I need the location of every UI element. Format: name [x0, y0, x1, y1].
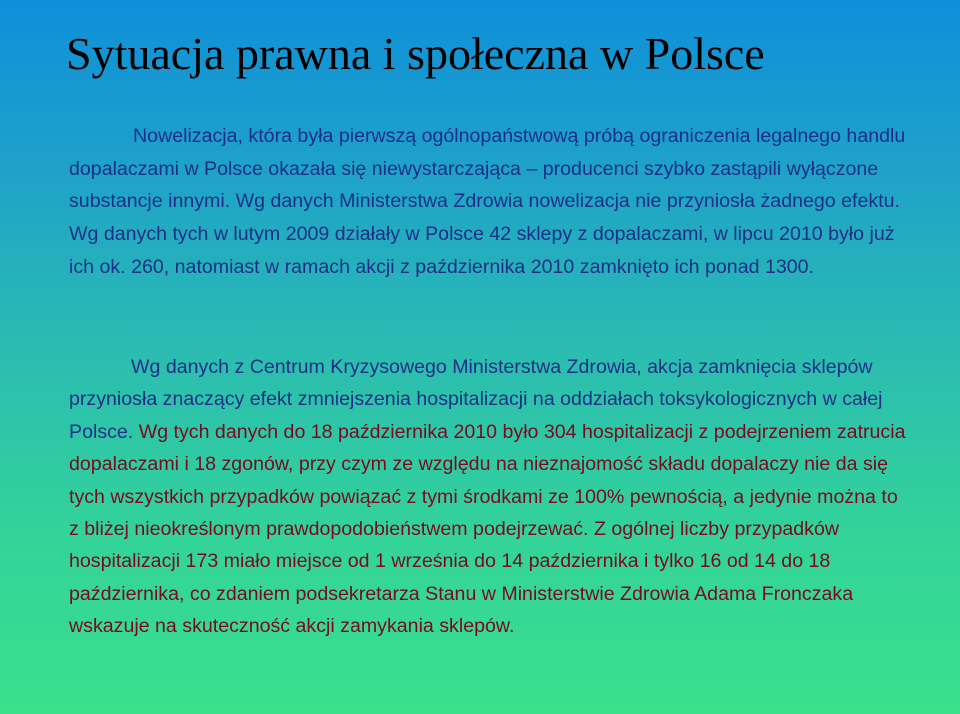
paragraph-crisis-center — [69, 351, 909, 643]
paragraph-amendment: Nowelizacja, która była pierwszą ogólnopaństwową próbą ograniczenia legalnego handlu dopalaczami w Polsce okazała się niewystarczająca – producenci szybko zastąpili wyłączone substancje innymi. Wg danych Ministerstwa Zdrowia nowelizacja nie przyniosła żadnego efektu. Wg danych tych w lutym 2009 działały w Polsce 42 sklepy z dopalaczami, w lipcu 2010 było już ich ok. 260, natomiast w ramach akcji z października 2010 zamknięto ich ponad 1300. — [69, 125, 906, 278]
paragraph-hospitalization-stats: Wg tych danych do 18 października 2010 było 304 hospitalizacji z podejrzeniem zatrucia dopalaczami i 18 zgonów, przy czym ze względu na nieznajomość składu dopalaczy nie da się tych wszystkich przypadków powiązać z tymi środkami ze 100% pewnością, a jedynie można to z bliżej nieokreślonym prawdopodobieństwem podejrzewać. — [69, 420, 906, 541]
paragraph-hospitalization-breakdown: Z ogólnej liczby przypadków hospitalizacji 173 miało miejsce od 1 września do 14 października i tylko 16 od 14 do 18 października, co zdaniem podsekretarza Stanu w Ministerstwie Zdrowia Adama Fronczaka wskazuje na skuteczność akcji zamykania sklepów. — [69, 518, 854, 638]
paragraph-crisis-center-intro: Wg danych z Centrum Kryzysowego Ministerstwa Zdrowia, akcja zamknięcia sklepów przyniosła znaczący efekt zmniejszenia hospitalizacji na oddziałach toksykologicznych w całej Polsce. — [69, 356, 883, 443]
slide-title: Sytuacja prawna i społeczna w Polsce — [66, 28, 765, 79]
